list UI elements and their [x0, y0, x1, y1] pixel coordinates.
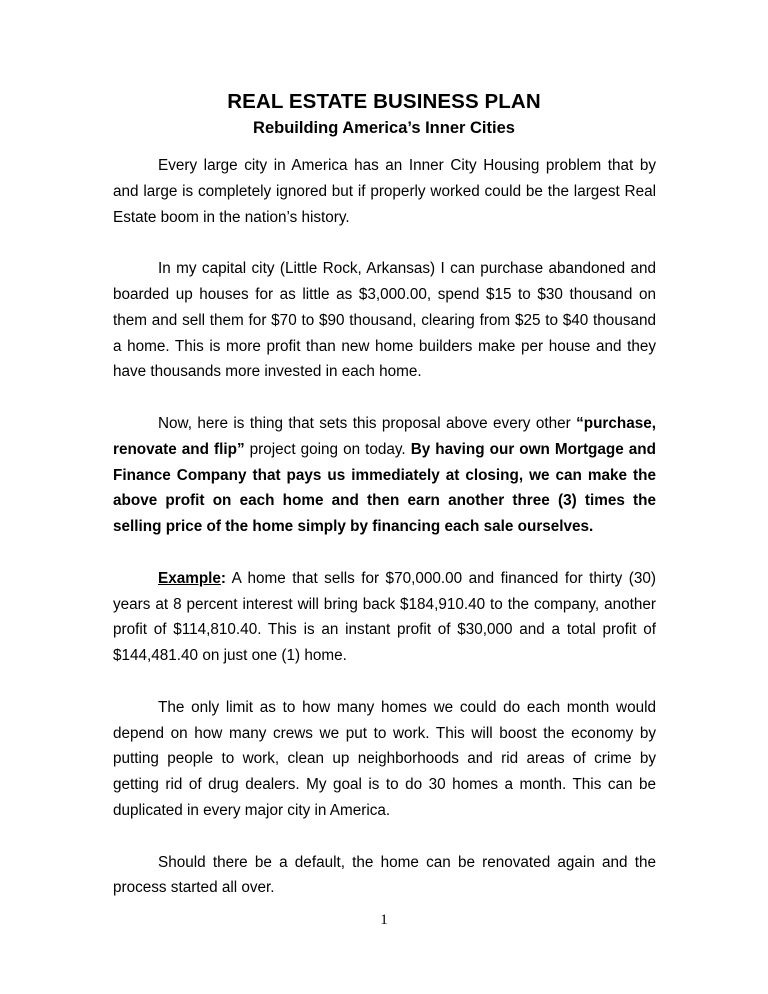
paragraph-example	[113, 566, 656, 669]
paragraph-proposal-bold-2: By having our own Mortgage and Finance Company that pays us immediately at closing, we can make the above profit on each home and then earn another three (3) times the selling price of the home simply by financing each sale ourselves.	[113, 440, 656, 536]
example-text: A home that sells for $70,000.00 and financed for thirty (30) years at 8 percent interest will bring back $184,910.40 to the company, another profit of $114,810.40. This is an instant profit of $30,000 and a total profit of $144,481.40 on just one (1) home.	[113, 569, 656, 665]
paragraph-default: Should there be a default, the home can be renovated again and the process started all over.	[113, 853, 656, 897]
document-body	[113, 153, 656, 901]
paragraph-limit: The only limit as to how many homes we could do each month would depend on how many crews we put to work. This will boost the economy by putting people to work, clean up neighborhoods and rid areas of crime by getting rid of drug dealers. My goal is to do 30 homes a month. This can be duplicated in every major city in America.	[113, 698, 656, 819]
paragraph-little-rock: In my capital city (Little Rock, Arkansas) I can purchase abandoned and boarded up houses for as little as $3,000.00, spend $15 to $30 thousand on them and sell them for $70 to $90 thousand, clearing from $25 to $40 thousand a home. This is more profit than new home builders make per house and they have thousands more invested in each home.	[113, 260, 656, 381]
paragraph-proposal	[113, 411, 656, 540]
paragraph-intro: Every large city in America has an Inner City Housing problem that by and large is completely ignored but if properly worked could be the largest Real Estate boom in the nation’s history.	[113, 157, 656, 226]
paragraph-proposal-text-1: Now, here is thing that sets this proposal above every other	[158, 414, 577, 432]
document-subtitle: Rebuilding America’s Inner Cities	[253, 119, 515, 137]
page-number: 1	[380, 912, 388, 928]
paragraph-proposal-bold-1: “purchase, renovate and flip”	[113, 414, 656, 458]
example-colon: :	[220, 569, 227, 587]
example-label: Example	[158, 569, 221, 587]
paragraph-proposal-text-2: project going on today.	[244, 440, 411, 458]
document-title: REAL ESTATE BUSINESS PLAN	[227, 90, 541, 113]
